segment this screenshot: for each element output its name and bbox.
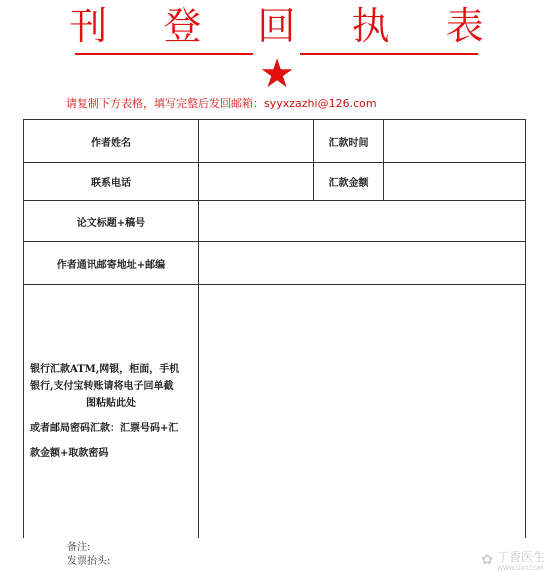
receipt-paste-area[interactable] <box>199 285 526 538</box>
phone-field[interactable] <box>199 163 314 201</box>
remit-time-field[interactable] <box>384 120 526 163</box>
address-field[interactable] <box>199 242 526 285</box>
postal-instruction-line1: 或者邮局密码汇款：汇票号码+汇 <box>30 422 179 434</box>
star-icon: ★ <box>259 51 295 97</box>
bank-instruction-line3: 图粘贴此处 <box>86 397 136 409</box>
instruction-text: 请复制下方表格，填写完整后发回邮箱：syyxzazhi@126.com <box>66 97 377 110</box>
remit-time-label: 汇款时间 <box>314 120 384 163</box>
title-rule-left <box>75 53 253 55</box>
remark-label: 备注: <box>67 542 91 553</box>
remit-amount-field[interactable] <box>384 163 526 201</box>
page-title: 刊 登 回 执 表 <box>69 4 506 48</box>
bank-instruction-line2: 银行,支付宝转账请将电子回单截 <box>30 380 174 392</box>
remit-amount-label: 汇款金额 <box>314 163 384 201</box>
watermark <box>481 548 545 572</box>
table-row <box>24 163 526 201</box>
paper-title-label: 论文标题+稿号 <box>24 201 199 242</box>
table-row <box>24 242 526 285</box>
table-row <box>24 120 526 163</box>
watermark-site: WWW.DXY.COM <box>496 565 544 572</box>
title-rule-right <box>300 53 478 55</box>
postal-instruction-line2: 款金额+取款密码 <box>30 447 109 459</box>
author-name-field[interactable] <box>199 120 314 163</box>
address-label: 作者通讯邮寄地址+邮编 <box>24 242 199 285</box>
watermark-logo-icon: ✿ <box>481 552 493 568</box>
footer-notes <box>67 541 110 569</box>
invoice-label: 发票抬头: <box>67 556 111 567</box>
phone-label: 联系电话 <box>24 163 199 201</box>
receipt-form-table <box>23 119 526 538</box>
author-name-label: 作者姓名 <box>24 120 199 163</box>
watermark-name: 丁香医生 <box>496 550 545 564</box>
table-row <box>24 201 526 242</box>
table-row <box>24 285 526 538</box>
bank-instruction-line1: 银行汇款ATM,网银，柜面，手机 <box>30 363 180 375</box>
paper-title-field[interactable] <box>199 201 526 242</box>
payment-instructions-cell <box>24 285 199 538</box>
